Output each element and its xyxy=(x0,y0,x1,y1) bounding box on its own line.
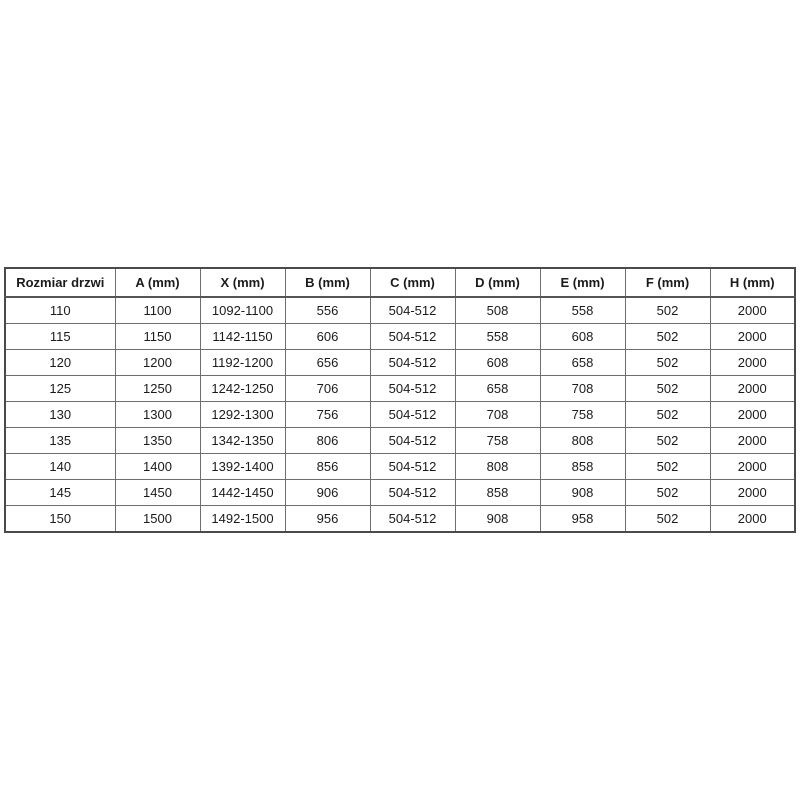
table-cell: 140 xyxy=(5,454,115,480)
table-cell: 502 xyxy=(625,401,710,427)
table-header-row xyxy=(5,268,795,297)
table-cell: 130 xyxy=(5,401,115,427)
table-cell: 502 xyxy=(625,323,710,349)
table-cell: 504-512 xyxy=(370,297,455,323)
table-cell: 1200 xyxy=(115,349,200,375)
table-cell: 2000 xyxy=(710,428,795,454)
table-cell: 502 xyxy=(625,454,710,480)
table-cell: 658 xyxy=(455,375,540,401)
table-cell: 2000 xyxy=(710,323,795,349)
table-cell: 1100 xyxy=(115,297,200,323)
table-cell: 556 xyxy=(285,297,370,323)
column-header-rozmiar-drzwi: Rozmiar drzwi xyxy=(5,268,115,297)
table-cell: 906 xyxy=(285,480,370,506)
table-cell: 125 xyxy=(5,375,115,401)
table-row xyxy=(5,454,795,480)
table-cell: 1500 xyxy=(115,506,200,532)
table-cell: 1192-1200 xyxy=(200,349,285,375)
table-cell: 558 xyxy=(455,323,540,349)
table-row xyxy=(5,323,795,349)
table-cell: 656 xyxy=(285,349,370,375)
table-cell: 504-512 xyxy=(370,454,455,480)
table-cell: 504-512 xyxy=(370,506,455,532)
table-cell: 1242-1250 xyxy=(200,375,285,401)
column-header-b-mm: B (mm) xyxy=(285,268,370,297)
table-cell: 606 xyxy=(285,323,370,349)
table-cell: 502 xyxy=(625,375,710,401)
table-cell: 504-512 xyxy=(370,480,455,506)
table-cell: 1350 xyxy=(115,428,200,454)
table-row xyxy=(5,506,795,532)
table-cell: 806 xyxy=(285,428,370,454)
table-cell: 502 xyxy=(625,428,710,454)
table-cell: 708 xyxy=(455,401,540,427)
table-row xyxy=(5,375,795,401)
table-cell: 2000 xyxy=(710,506,795,532)
table-cell: 502 xyxy=(625,297,710,323)
table-cell: 2000 xyxy=(710,349,795,375)
column-header-c-mm: C (mm) xyxy=(370,268,455,297)
table-cell: 708 xyxy=(540,375,625,401)
table-row xyxy=(5,428,795,454)
table-cell: 115 xyxy=(5,323,115,349)
table-row xyxy=(5,480,795,506)
column-header-h-mm: H (mm) xyxy=(710,268,795,297)
column-header-d-mm: D (mm) xyxy=(455,268,540,297)
table-cell: 908 xyxy=(540,480,625,506)
table-cell: 658 xyxy=(540,349,625,375)
table-cell: 1292-1300 xyxy=(200,401,285,427)
table-cell: 808 xyxy=(540,428,625,454)
table-cell: 1442-1450 xyxy=(200,480,285,506)
table-cell: 504-512 xyxy=(370,349,455,375)
table-cell: 858 xyxy=(455,480,540,506)
column-header-x-mm: X (mm) xyxy=(200,268,285,297)
table-cell: 110 xyxy=(5,297,115,323)
table-cell: 2000 xyxy=(710,454,795,480)
table-cell: 1150 xyxy=(115,323,200,349)
table-cell: 502 xyxy=(625,506,710,532)
table-cell: 2000 xyxy=(710,375,795,401)
door-size-dimensions-table xyxy=(4,267,796,533)
table-cell: 1342-1350 xyxy=(200,428,285,454)
table-cell: 504-512 xyxy=(370,375,455,401)
column-header-f-mm: F (mm) xyxy=(625,268,710,297)
table-cell: 808 xyxy=(455,454,540,480)
table-cell: 958 xyxy=(540,506,625,532)
table-cell: 956 xyxy=(285,506,370,532)
table-cell: 1400 xyxy=(115,454,200,480)
table-cell: 1450 xyxy=(115,480,200,506)
table-cell: 120 xyxy=(5,349,115,375)
table-cell: 1142-1150 xyxy=(200,323,285,349)
table-cell: 150 xyxy=(5,506,115,532)
table-cell: 145 xyxy=(5,480,115,506)
table-cell: 502 xyxy=(625,349,710,375)
table-cell: 608 xyxy=(455,349,540,375)
table-cell: 558 xyxy=(540,297,625,323)
table-cell: 2000 xyxy=(710,297,795,323)
table-row xyxy=(5,349,795,375)
table-cell: 1492-1500 xyxy=(200,506,285,532)
table-cell: 856 xyxy=(285,454,370,480)
table-cell: 758 xyxy=(455,428,540,454)
table-row xyxy=(5,401,795,427)
table-cell: 1300 xyxy=(115,401,200,427)
table-cell: 608 xyxy=(540,323,625,349)
table-cell: 504-512 xyxy=(370,428,455,454)
table-cell: 858 xyxy=(540,454,625,480)
table-cell: 2000 xyxy=(710,401,795,427)
table-cell: 508 xyxy=(455,297,540,323)
column-header-e-mm: E (mm) xyxy=(540,268,625,297)
table-cell: 758 xyxy=(540,401,625,427)
table-cell: 504-512 xyxy=(370,401,455,427)
table-cell: 2000 xyxy=(710,480,795,506)
table-cell: 1092-1100 xyxy=(200,297,285,323)
table-row xyxy=(5,297,795,323)
table-cell: 1392-1400 xyxy=(200,454,285,480)
table-cell: 1250 xyxy=(115,375,200,401)
table-cell: 706 xyxy=(285,375,370,401)
table-cell: 135 xyxy=(5,428,115,454)
column-header-a-mm: A (mm) xyxy=(115,268,200,297)
table-cell: 908 xyxy=(455,506,540,532)
table-cell: 502 xyxy=(625,480,710,506)
table-cell: 756 xyxy=(285,401,370,427)
table-cell: 504-512 xyxy=(370,323,455,349)
